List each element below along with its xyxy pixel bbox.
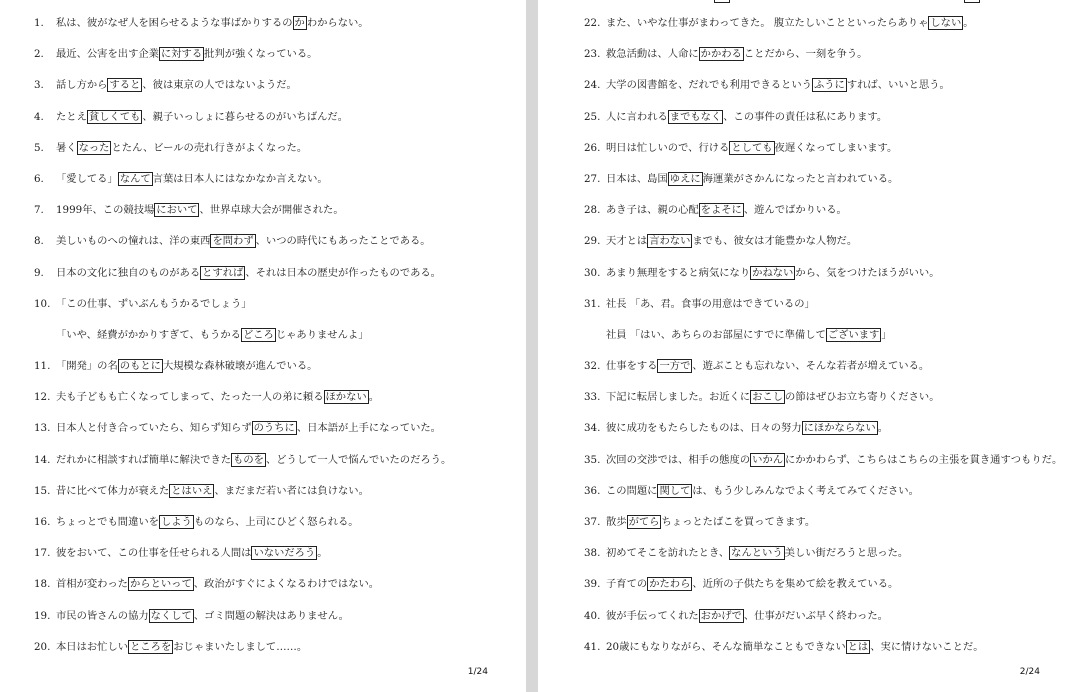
sentence-text-after: とたん、ビールの売れ行きがよくなった。: [111, 141, 308, 154]
sentence-line: [0, 445, 526, 476]
sentence-number: 5.: [34, 141, 44, 154]
boxed-grammar-pattern: ゆえに: [669, 172, 701, 185]
boxed-grammar-pattern: かねない: [752, 266, 794, 279]
sentence-number: 15.: [34, 484, 51, 497]
sentence-text-before: 彼に成功をもたらしたものは、日々の努力: [606, 422, 802, 435]
sentence-line: [538, 507, 1080, 538]
sentence-text-after: 、実に情けないことだ。: [870, 640, 984, 653]
sentence-text-before: 20歳にもなりながら、そんな簡単なこともできない: [606, 640, 846, 653]
sentence-text-before: 明日は忙しいので、行ける: [606, 141, 730, 154]
sentence-text-after: 、仕事がだいぶ早く終わった。: [743, 609, 888, 622]
sentence-text-after: 、遊ぶことも忘れない、そんな若者が増えている。: [692, 360, 930, 373]
sentence-line: [538, 258, 1080, 289]
boxed-grammar-pattern: とは: [847, 640, 869, 653]
sentence-line: [538, 538, 1080, 569]
sentence-line: [0, 413, 526, 444]
sentence-text-before: 昔に比べて体力が衰えた: [56, 484, 170, 497]
sentence-text-before: 救急活動は、人命に: [606, 48, 699, 61]
sentence-text-before: 散歩: [606, 516, 627, 528]
sentence-text-before: 「この仕事、ずいぶんもうかるでしょう」: [56, 297, 252, 310]
sentence-text-after: 、彼は東京の人ではないようだ。: [142, 79, 297, 92]
sentence-number: 1.: [34, 17, 44, 29]
boxed-grammar-pattern: なくして: [150, 609, 192, 622]
sentence-number: 26.: [584, 141, 601, 154]
sentence-number: 27.: [584, 172, 601, 185]
boxed-grammar-pattern: ものを: [233, 453, 264, 466]
sentence-number: 8.: [34, 235, 44, 248]
sentence-text-before: 初めてそこを訪れたとき、: [606, 547, 730, 560]
boxed-grammar-pattern: 一方で: [659, 360, 691, 373]
boxed-grammar-pattern: ふうに: [813, 79, 845, 92]
sentence-text-before: この問題に: [606, 484, 658, 497]
sentence-number: 9.: [34, 266, 44, 279]
sentence-text-after: 夜遅くなってしまいます。: [774, 141, 898, 154]
sentence-text-before: あき子は、親の心配: [606, 204, 699, 217]
sentence-line: [538, 8, 1080, 39]
sentence-line: [538, 133, 1080, 164]
boxed-grammar-pattern: をよそに: [700, 204, 742, 217]
sentence-text-before: 大学の図書館を、だれでも利用できるという: [606, 79, 812, 92]
cut-off-box: [964, 0, 980, 3]
sentence-text-after: の節はぜひお立ち寄りください。: [785, 391, 940, 404]
sentence-text-before: 社長 「あ、君。食事の用意はできているの」: [606, 297, 815, 310]
boxed-grammar-pattern: のうちに: [253, 422, 295, 435]
sentence-text-before: 本日はお忙しい: [56, 640, 129, 653]
boxed-grammar-pattern: を問わず: [212, 235, 254, 248]
boxed-grammar-pattern: のもとに: [119, 360, 161, 373]
sentence-number: 3.: [34, 79, 44, 92]
sentence-number: 31.: [584, 297, 601, 310]
sentence-text-after: 。: [963, 17, 974, 29]
boxed-grammar-pattern: か: [294, 17, 305, 29]
sentence-text-before: 「開発」の名: [56, 360, 118, 373]
boxed-grammar-pattern: なんて: [119, 172, 151, 185]
sentence-line: [538, 569, 1080, 600]
sentence-text-after: 言葉は日本人にはなかなか言えない。: [152, 172, 328, 185]
sentence-text-before: 美しいものへの憧れは、洋の東西: [56, 235, 211, 248]
sentence-number: 20.: [34, 640, 51, 653]
sentence-line: [0, 507, 526, 538]
sentence-text-after: わからない。: [306, 17, 369, 29]
boxed-grammar-pattern: 関して: [659, 484, 691, 497]
sentence-text-after: おじゃまいたしまして……。: [173, 640, 308, 653]
sentence-text-before: 次回の交渉では、相手の態度の: [606, 453, 751, 466]
sentence-line: [538, 445, 1080, 476]
sentence-line: [538, 413, 1080, 444]
sentence-line: [0, 538, 526, 569]
sentence-number: 13.: [34, 422, 51, 435]
sentence-line: [0, 382, 526, 413]
sentence-text-before: 彼が手伝ってくれた: [606, 609, 699, 622]
boxed-grammar-pattern: までもなく: [669, 110, 722, 123]
sentence-text-before: 「愛してる」: [56, 172, 118, 185]
sentence-text-before: 社員 「はい、あちらのお部屋にすでに準備して: [606, 328, 826, 341]
sentence-text-before: また、いやな仕事がまわってきた。 腹立たしいことといったらありゃ: [606, 17, 929, 29]
sentence-text-before: だれかに相談すれば簡単に解決できた: [56, 453, 232, 466]
sentence-text-before: 私は、彼がなぜ人を困らせるような事ばかりするの: [56, 17, 293, 29]
sentence-line: [538, 382, 1080, 413]
boxed-grammar-pattern: において: [156, 204, 198, 217]
sentence-line: [538, 226, 1080, 257]
sentence-text-after: 、政治がすぐによくなるわけではない。: [193, 578, 380, 591]
sentence-number: 29.: [584, 235, 601, 248]
sentence-text-after: じゃありませんよ」: [275, 328, 369, 341]
sentence-line: [538, 632, 1080, 663]
sentence-line: [538, 320, 1080, 351]
sentence-text-before: 首相が変わった: [56, 578, 128, 591]
sentence-number: 4.: [34, 110, 44, 123]
sentence-number: 10.: [34, 297, 51, 310]
sentence-text-before: あまり無理をすると病気になり: [606, 266, 751, 279]
sentence-text-after: 」: [881, 328, 892, 341]
sentence-line: [538, 70, 1080, 101]
sentence-text-after: 海運業がさかんになったと言われている。: [702, 172, 899, 185]
sentence-text-after: ちょっとたばこを買ってきます。: [661, 516, 816, 528]
sentence-text-before: 夫も子どもも亡くなってしまって、たった一人の弟に頼る: [56, 391, 324, 404]
boxed-grammar-pattern: 貧しくても: [88, 110, 141, 123]
sentence-text-after: 大規模な森林破壊が進んでいる。: [162, 360, 318, 373]
sentence-number: 7.: [34, 204, 44, 217]
sentence-text-after: 、どうして一人で悩んでいたのだろう。: [265, 453, 452, 466]
sentence-text-after: 、まだまだ若い者には負けない。: [214, 484, 369, 497]
boxed-grammar-pattern: どころ: [242, 328, 274, 341]
sentence-text-after: から、気をつけたほうがいい。: [795, 266, 940, 279]
sentence-line: [0, 258, 526, 289]
boxed-grammar-pattern: がてら: [628, 516, 660, 528]
boxed-grammar-pattern: いかん: [752, 453, 784, 466]
cut-off-box: [714, 0, 730, 3]
boxed-grammar-pattern: ほかない: [325, 391, 367, 404]
sentence-number: 36.: [584, 484, 601, 497]
sentence-number: 38.: [584, 547, 601, 560]
sentence-line: [0, 164, 526, 195]
boxed-grammar-pattern: なった: [78, 141, 110, 154]
sentence-text-before: 日本人と付き合っていたら、知らず知らず: [56, 422, 252, 435]
sentence-number: 22.: [584, 17, 601, 29]
sentence-number: 12.: [34, 391, 51, 404]
sentence-text-after: 。: [877, 422, 889, 435]
sentence-text-before: 「いや、経費がかかりすぎて、もうかる: [56, 328, 241, 341]
sentence-text-before: 1999年、この競技場: [56, 204, 155, 217]
page-1: [0, 0, 526, 692]
boxed-grammar-pattern: かたわら: [649, 578, 691, 591]
sentence-text-after: 。: [317, 547, 328, 560]
sentence-line: [538, 195, 1080, 226]
sentence-text-after: 、遊んでばかりいる。: [743, 204, 847, 217]
sentence-line: [0, 70, 526, 101]
sentence-number: 35.: [584, 453, 601, 466]
sentence-line: [0, 289, 526, 320]
sentence-text-after: 、世界卓球大会が開催された。: [199, 204, 344, 217]
boxed-grammar-pattern: としても: [731, 141, 773, 154]
sentence-number: 2.: [34, 48, 44, 61]
sentence-line: [0, 632, 526, 663]
sentence-number: 30.: [584, 266, 601, 279]
sentence-line: [538, 39, 1080, 70]
sentence-number: 34.: [584, 422, 601, 435]
sentence-text-after: ことだから、一刻を争う。: [743, 48, 868, 61]
sentence-text-before: 人に言われる: [606, 110, 668, 123]
sentence-number: 17.: [34, 547, 51, 560]
sentence-text-before: 彼をおいて、この仕事を任せられる人間は: [56, 547, 252, 560]
boxed-grammar-pattern: とはいえ: [171, 484, 213, 497]
page-number: 2/24: [1019, 667, 1040, 677]
page-number: 1/24: [467, 667, 488, 677]
sentence-text-before: 天才とは: [606, 235, 648, 248]
sentence-text-after: までも、彼女は才能豊かな人物だ。: [692, 235, 858, 248]
sentence-text-before: 最近、公害を出す企業: [56, 48, 159, 61]
boxed-grammar-pattern: おこし: [752, 391, 784, 404]
sentence-line: [0, 39, 526, 70]
sentence-number: 33.: [584, 391, 601, 404]
page-2-lines: [538, 8, 1080, 663]
page-1-lines: [0, 8, 526, 663]
sentence-text-before: 日本の文化に独自のものがある: [56, 266, 201, 279]
boxed-grammar-pattern: 言わない: [649, 235, 691, 248]
page-gap: [526, 0, 538, 692]
sentence-number: 19.: [34, 609, 51, 622]
sentence-line: [538, 289, 1080, 320]
sentence-number: 41.: [584, 640, 601, 653]
sentence-text-after: ものなら、上司にひどく怒られる。: [193, 516, 359, 528]
sentence-number: 11.: [34, 360, 51, 373]
sentence-text-after: 、いつの時代にもあったことである。: [255, 235, 431, 248]
sentence-text-before: 日本は、島国: [606, 172, 668, 185]
sentence-line: [538, 164, 1080, 195]
sentence-text-after: 、近所の子供たちを集めて絵を教えている。: [692, 578, 899, 591]
sentence-number: 39.: [584, 578, 601, 591]
sentence-number: 18.: [34, 578, 51, 591]
boxed-grammar-pattern: ございます: [827, 328, 880, 341]
sentence-line: [0, 476, 526, 507]
sentence-number: 6.: [34, 172, 44, 185]
sentence-text-after: 批判が強くなっている。: [204, 48, 318, 61]
sentence-line: [538, 476, 1080, 507]
sentence-number: 16.: [34, 516, 51, 528]
sentence-line: [538, 351, 1080, 382]
sentence-text-before: 市民の皆さんの協力: [56, 609, 149, 622]
sentence-text-before: ちょっとでも間違いを: [56, 516, 159, 528]
sentence-line: [0, 351, 526, 382]
sentence-number: 23.: [584, 48, 601, 61]
sentence-text-before: 下記に転居しました。お近くに: [606, 391, 751, 404]
boxed-grammar-pattern: なんという: [731, 547, 783, 560]
sentence-line: [0, 601, 526, 632]
boxed-grammar-pattern: しよう: [160, 516, 192, 528]
sentence-text-after: 。: [368, 391, 379, 404]
sentence-text-after: すれば、いいと思う。: [846, 79, 950, 92]
boxed-grammar-pattern: ところを: [130, 640, 172, 653]
sentence-text-after: 、親子いっしょに暮らせるのがいちばんだ。: [142, 110, 349, 123]
sentence-text-after: 、日本語が上手になっていた。: [296, 422, 441, 435]
sentence-text-before: 子育ての: [606, 578, 648, 591]
boxed-grammar-pattern: にほかならない: [803, 422, 876, 435]
sentence-number: 28.: [584, 204, 601, 217]
sentence-line: [0, 195, 526, 226]
sentence-line: [0, 133, 526, 164]
sentence-line: [0, 8, 526, 39]
sentence-line: [0, 226, 526, 257]
boxed-grammar-pattern: に対する: [160, 48, 203, 61]
sentence-number: 25.: [584, 110, 601, 123]
boxed-grammar-pattern: すると: [109, 79, 141, 92]
sentence-line: [0, 320, 526, 351]
sentence-text-after: 、この事件の責任は私にあります。: [723, 110, 888, 123]
sentence-line: [0, 569, 526, 600]
sentence-number: 37.: [584, 516, 601, 528]
sentence-line: [538, 102, 1080, 133]
sentence-number: 14.: [34, 453, 51, 466]
boxed-grammar-pattern: とすれば: [202, 266, 244, 279]
boxed-grammar-pattern: おかげで: [700, 609, 742, 622]
sentence-number: 24.: [584, 79, 601, 92]
sentence-text-after: 、ゴミ問題の解決はありません。: [193, 609, 349, 622]
boxed-grammar-pattern: からといって: [129, 578, 192, 591]
boxed-grammar-pattern: しない: [930, 17, 962, 29]
sentence-text-before: 話し方から: [56, 79, 108, 92]
sentence-line: [0, 102, 526, 133]
sentence-text-after: にかかわらず、こちらはこちらの主張を貫き通すつもりだ。: [785, 453, 1063, 466]
sentence-text-after: 美しい街だろうと思った。: [784, 547, 909, 560]
sentence-text-before: たとえ: [56, 110, 87, 123]
boxed-grammar-pattern: かかわる: [700, 48, 742, 61]
page-2: [538, 0, 1080, 692]
boxed-grammar-pattern: いないだろう: [253, 547, 316, 560]
sentence-text-after: は、もう少しみんなでよく考えてみてください。: [692, 484, 919, 497]
sentence-line: [538, 601, 1080, 632]
sentence-text-before: 暑く: [56, 141, 77, 154]
sentence-number: 32.: [584, 360, 601, 373]
sentence-text-before: 仕事をする: [606, 360, 658, 373]
sentence-text-after: 、それは日本の歴史が作ったものである。: [245, 266, 441, 279]
sentence-number: 40.: [584, 609, 601, 622]
